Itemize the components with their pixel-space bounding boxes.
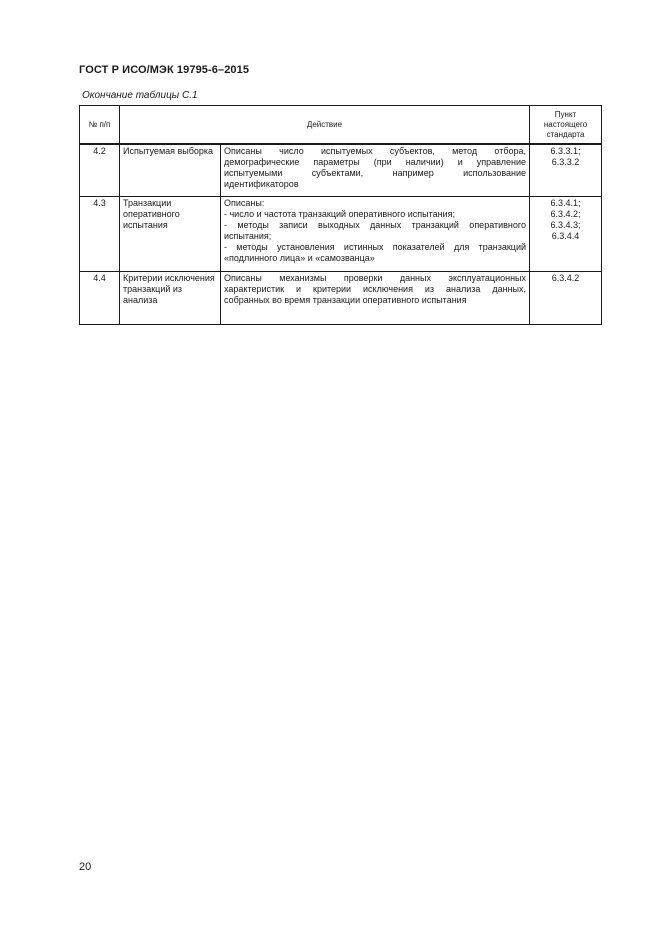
action-line: - методы установления истинных показателей для транзакций	[224, 241, 527, 252]
table-caption: Окончание таблицы С.1	[82, 90, 198, 101]
page-number: 20	[79, 861, 92, 873]
row-number: 4.4	[80, 271, 120, 324]
row-number: 4.2	[80, 144, 120, 196]
action-line: испытуемыми субъектами, например использование	[224, 168, 527, 178]
row-ref	[530, 271, 602, 324]
ref-line: 6.3.4.1;	[550, 197, 581, 208]
header-action: Действие	[120, 106, 530, 145]
action-line: демографические параметры (при наличии) и управление	[224, 157, 527, 167]
header-num: № п/п	[80, 106, 120, 145]
action-line: Описаны механизмы проверки данных эксплуатационных	[224, 272, 527, 283]
ref-line: 6.3.3.2	[551, 157, 580, 167]
action-line: - методы записи выходных данных транзакций оперативного	[224, 219, 527, 230]
table-header-row	[80, 106, 602, 145]
row-action	[221, 196, 530, 271]
row-name: Критерии исключения транзакций из анализа	[120, 271, 221, 324]
ref-line: 6.3.4.3;	[550, 219, 581, 230]
row-action	[221, 271, 530, 324]
table-row	[80, 144, 602, 196]
ref-line: 6.3.4.4	[551, 230, 580, 241]
requirements-table	[79, 105, 602, 325]
row-number: 4.3	[80, 196, 120, 271]
action-line: характеристик и критерии исключения из анализа данных,	[224, 283, 527, 294]
ref-line: 6.3.3.1;	[550, 146, 581, 156]
header-ref: Пункт настоящего стандарта	[530, 106, 602, 145]
table-row	[80, 196, 602, 271]
document-header: ГОСТ Р ИСО/МЭК 19795-6–2015	[79, 64, 250, 76]
row-ref	[530, 144, 602, 196]
ref-line: 6.3.4.2	[551, 272, 580, 283]
action-line: собранных во время транзакции оперативного испытания	[224, 294, 467, 305]
row-ref	[530, 196, 602, 271]
table-row	[80, 271, 602, 324]
row-name: Транзакции оперативного испытания	[120, 196, 221, 271]
row-action	[221, 144, 530, 196]
action-line: - число и частота транзакций оперативного испытания;	[224, 208, 455, 219]
action-line: Описаны число испытуемых субъектов, метод отбора,	[224, 146, 527, 156]
ref-line: 6.3.4.2;	[550, 208, 581, 219]
action-line: испытания;	[224, 230, 272, 241]
action-line: Описаны:	[224, 197, 265, 208]
action-line: «подлинного лица» и «самозванца»	[224, 252, 375, 263]
action-line: идентификаторов	[224, 179, 299, 189]
row-name: Испытуемая выборка	[120, 144, 221, 196]
